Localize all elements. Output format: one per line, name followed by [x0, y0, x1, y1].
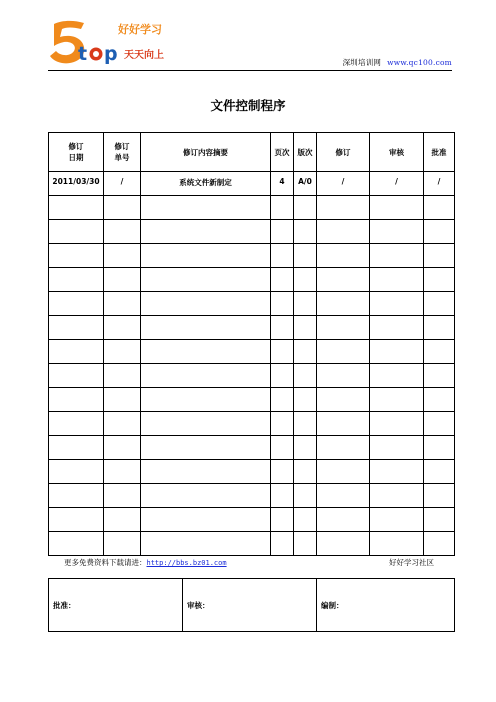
table-header-row [49, 133, 455, 172]
table-cell [104, 268, 141, 292]
table-cell [317, 292, 370, 316]
table-cell [294, 460, 317, 484]
column-header-line: 批准 [431, 147, 447, 157]
table-cell [370, 532, 424, 556]
table-cell [317, 196, 370, 220]
table-cell [370, 316, 424, 340]
table-cell [317, 460, 370, 484]
prepare-label: 编制： [317, 579, 455, 632]
table-row [49, 220, 455, 244]
table-cell [424, 340, 455, 364]
table-cell [141, 196, 271, 220]
table-cell [294, 316, 317, 340]
table-cell [49, 532, 104, 556]
table-cell [424, 364, 455, 388]
table-cell [104, 460, 141, 484]
table-cell [317, 364, 370, 388]
table-cell [49, 364, 104, 388]
table-cell: / [104, 172, 141, 196]
table-row [49, 508, 455, 532]
column-header [294, 133, 317, 172]
table-cell [104, 316, 141, 340]
table-row [49, 532, 455, 556]
table-cell [294, 196, 317, 220]
table-row [49, 268, 455, 292]
table-cell: / [317, 172, 370, 196]
table-cell [271, 220, 294, 244]
table-cell [294, 388, 317, 412]
table-cell [317, 316, 370, 340]
table-cell [271, 364, 294, 388]
table-cell [271, 244, 294, 268]
table-cell [424, 388, 455, 412]
table-cell [294, 340, 317, 364]
table-cell: / [424, 172, 455, 196]
table-cell: A/0 [294, 172, 317, 196]
column-header-line: 版次 [297, 147, 313, 157]
table-cell [104, 196, 141, 220]
column-header-line: 页次 [274, 147, 290, 157]
table-cell [49, 244, 104, 268]
column-header-line: 单号 [114, 153, 130, 162]
table-cell [294, 412, 317, 436]
table-cell [424, 268, 455, 292]
table-cell [49, 196, 104, 220]
table-cell [104, 412, 141, 436]
table-row [49, 436, 455, 460]
column-header [424, 133, 455, 172]
table-cell [49, 484, 104, 508]
table-cell: 2011/03/30 [49, 172, 104, 196]
table-cell [141, 316, 271, 340]
column-header [104, 133, 141, 172]
column-header-line: 审核 [389, 147, 404, 157]
table-cell [141, 244, 271, 268]
site-url[interactable]: www.qc100.com [387, 58, 452, 67]
column-header [141, 133, 271, 172]
table-cell [294, 364, 317, 388]
column-header-line: 修订 [114, 142, 130, 151]
table-cell [104, 244, 141, 268]
review-label: 审核： [183, 579, 317, 632]
table-cell [49, 388, 104, 412]
table-cell [49, 220, 104, 244]
table-cell [370, 484, 424, 508]
table-cell [424, 196, 455, 220]
table-cell [424, 292, 455, 316]
table-cell [104, 436, 141, 460]
table-cell [370, 388, 424, 412]
footer-prefix: 更多免费资料下载请进： [64, 558, 147, 567]
table-cell [49, 412, 104, 436]
table-cell [294, 292, 317, 316]
table-row [49, 388, 455, 412]
table-cell [294, 532, 317, 556]
table-cell [141, 508, 271, 532]
approval-table [48, 578, 455, 632]
table-cell [294, 508, 317, 532]
table-cell [370, 364, 424, 388]
table-cell [424, 436, 455, 460]
approve-label: 批准： [49, 579, 183, 632]
svg-text:p: p [104, 43, 118, 65]
table-cell [141, 292, 271, 316]
table-cell [424, 244, 455, 268]
table-cell [370, 340, 424, 364]
table-cell [294, 268, 317, 292]
table-cell [271, 340, 294, 364]
table-cell [370, 436, 424, 460]
table-cell [271, 412, 294, 436]
table-cell [294, 244, 317, 268]
column-header-line: 日期 [68, 153, 84, 162]
table-cell [317, 484, 370, 508]
table-cell [370, 196, 424, 220]
table-cell [317, 532, 370, 556]
table-row [49, 172, 455, 196]
header-divider [48, 70, 452, 71]
table-cell [49, 460, 104, 484]
table-cell [49, 436, 104, 460]
table-cell [317, 436, 370, 460]
table-cell [104, 292, 141, 316]
table-cell [104, 340, 141, 364]
table-row [49, 196, 455, 220]
table-cell [294, 484, 317, 508]
column-header [317, 133, 370, 172]
site-name: 深圳培训网 [342, 58, 382, 67]
column-header-line: 修订 [335, 147, 351, 157]
table-cell [104, 220, 141, 244]
table-cell [49, 268, 104, 292]
table-cell [424, 532, 455, 556]
table-cell [370, 412, 424, 436]
revision-table [48, 132, 455, 556]
table-cell [424, 316, 455, 340]
table-cell [317, 388, 370, 412]
footer-community: 好好学习社区 [389, 558, 434, 567]
table-cell [49, 508, 104, 532]
table-cell [104, 364, 141, 388]
table-cell [424, 484, 455, 508]
column-header [271, 133, 294, 172]
table-row [49, 340, 455, 364]
5top-logo [48, 18, 198, 66]
table-cell [370, 268, 424, 292]
footer-note [64, 557, 434, 568]
table-row [49, 244, 455, 268]
table-cell [370, 292, 424, 316]
svg-text:t: t [78, 43, 88, 65]
column-header-line: 修订内容摘要 [183, 147, 228, 157]
table-cell: 4 [271, 172, 294, 196]
table-cell [424, 220, 455, 244]
table-cell [370, 460, 424, 484]
table-row [49, 484, 455, 508]
table-cell [141, 460, 271, 484]
table-cell [271, 460, 294, 484]
table-row [49, 364, 455, 388]
table-cell [317, 268, 370, 292]
table-cell [49, 340, 104, 364]
column-header [49, 133, 104, 172]
logo-text-top: 好好学习 [118, 23, 162, 36]
column-header-line: 修订 [68, 142, 84, 151]
table-cell [424, 508, 455, 532]
table-cell [370, 220, 424, 244]
site-info [343, 57, 452, 68]
table-cell [424, 412, 455, 436]
table-cell [141, 532, 271, 556]
table-cell [271, 508, 294, 532]
table-cell: 系统文件新制定 [141, 172, 271, 196]
table-cell [141, 268, 271, 292]
table-row [49, 412, 455, 436]
table-cell [141, 412, 271, 436]
table-cell [370, 244, 424, 268]
table-cell [271, 268, 294, 292]
logo-text-bottom: 天天向上 [124, 50, 164, 61]
column-header [370, 133, 424, 172]
table-cell [141, 220, 271, 244]
table-cell [104, 388, 141, 412]
table-cell [104, 508, 141, 532]
table-cell [424, 460, 455, 484]
footer-link[interactable]: http://bbs.bz01.com [146, 559, 227, 567]
table-cell [49, 292, 104, 316]
table-cell [271, 316, 294, 340]
table-cell [317, 412, 370, 436]
table-row [49, 292, 455, 316]
table-cell [271, 436, 294, 460]
table-cell [271, 388, 294, 412]
table-cell [271, 484, 294, 508]
table-cell [271, 532, 294, 556]
table-cell [317, 340, 370, 364]
table-cell [141, 388, 271, 412]
table-cell [294, 436, 317, 460]
table-cell [317, 244, 370, 268]
table-cell [104, 532, 141, 556]
table-cell [317, 220, 370, 244]
table-cell [49, 316, 104, 340]
table-cell [271, 196, 294, 220]
table-cell [370, 508, 424, 532]
table-row [49, 460, 455, 484]
table-cell [104, 484, 141, 508]
table-cell: / [370, 172, 424, 196]
table-cell [294, 220, 317, 244]
table-cell [141, 484, 271, 508]
table-cell [141, 340, 271, 364]
table-cell [141, 436, 271, 460]
table-cell [141, 364, 271, 388]
table-cell [317, 508, 370, 532]
table-cell [271, 292, 294, 316]
table-row [49, 316, 455, 340]
document-title: 文件控制程序 [210, 98, 286, 113]
